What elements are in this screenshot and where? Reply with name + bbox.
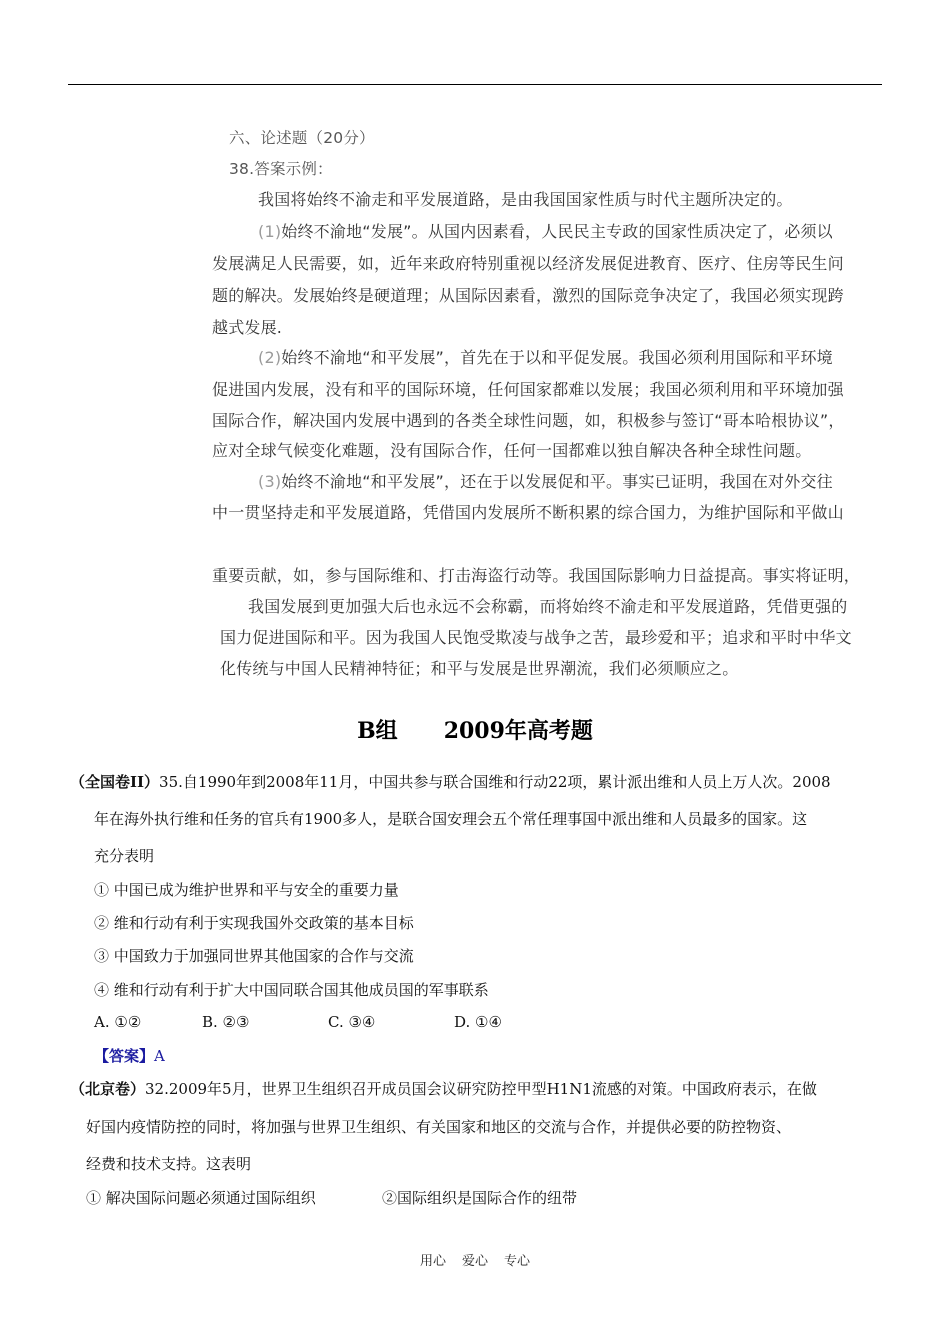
q35-statement-3: ③ 中国致力于加强同世界其他国家的合作与交流 [94, 947, 414, 965]
q35-option-d: D. ①④ [454, 1013, 502, 1031]
point-3-line-2: 中一贯坚持走和平发展道路，凭借国内发展所不断积累的综合国力，为维护国际和平做山 [212, 503, 844, 522]
point-1-text: 始终不渝地“发展”。从国内因素看，人民民主专政的国家性质决定了，必须以 [281, 222, 833, 241]
q35-source: （全国卷II） [70, 773, 160, 791]
q35-answer [94, 1045, 165, 1066]
q32-statement-1: ① 解决国际问题必须通过国际组织 [86, 1189, 316, 1207]
page-footer [0, 1250, 950, 1269]
point-3-line-4: 我国发展到更加强大后也永远不会称霸，而将始终不渝走和平发展道路，凭借更强的 [248, 597, 848, 616]
header-rule [68, 84, 882, 85]
q35-line-2: 年在海外执行维和任务的官兵有1900多人，是联合国安理会五个常任理事国中派出维和人员最多的国家。这 [94, 810, 808, 828]
q32-statements [86, 1187, 577, 1208]
point-3-line-3: 重要贡献，如，参与国际维和、打击海盗行动等。我国国际影响力日益提高。事实将证明， [212, 566, 861, 585]
q35-option-c: C. ③④ [328, 1013, 376, 1031]
q35-option-b: B. ②③ [202, 1013, 250, 1031]
q32-stem-start: 32.2009年5月，世界卫生组织召开成员国会议研究防控甲型H1N1流感的对策。中国政府表示，在做 [145, 1080, 817, 1098]
q35-statement-1: ① 中国已成为维护世界和平与安全的重要力量 [94, 881, 399, 899]
q35-options [94, 1013, 502, 1031]
point-2-line-1 [258, 345, 833, 368]
point-2-number: (2) [258, 348, 282, 367]
q35-stem-start: 35.自1990年到2008年11月，中国共参与联合国维和行动22项，累计派出维和人员上万人次。2008 [159, 773, 831, 791]
footer-word-2: 爱心 [461, 1254, 488, 1269]
group-heading [0, 714, 950, 745]
group-title: 2009年高考题 [443, 718, 593, 744]
q35-statement-4: ④ 维和行动有利于扩大中国同联合国其他成员国的军事联系 [94, 981, 489, 999]
point-2-text: 始终不渝地“和平发展”，首先在于以和平促发展。我国必须利用国际和平环境 [281, 348, 833, 367]
answer-label: 【答案】 [94, 1047, 155, 1065]
thesis-line: 我国将始终不渝走和平发展道路，是由我国国家性质与时代主题所决定的。 [258, 190, 793, 209]
point-3-line-5: 国力促进国际和平。因为我国人民饱受欺凌与战争之苦，最珍爱和平；追求和平时中华文 [220, 628, 852, 647]
q32-line-3: 经费和技术支持。这表明 [86, 1155, 252, 1173]
answer-intro: 38.答案示例： [229, 160, 333, 178]
q32-statement-2: ②国际组织是国际合作的纽带 [382, 1189, 578, 1207]
section-title: 六、论述题（20分） [229, 129, 375, 147]
point-3-line-1 [258, 469, 833, 492]
point-1-line-4: 越式发展. [212, 318, 283, 337]
point-2-line-4: 应对全球气候变化难题，没有国际合作，任何一国都难以独自解决各种全球性问题。 [212, 441, 812, 460]
q35-line-3: 充分表明 [94, 847, 155, 865]
point-2-line-2: 促进国内发展，没有和平的国际环境，任何国家都难以发展；我国必须利用和平环境加强 [212, 380, 844, 399]
q32-line-1 [70, 1078, 817, 1099]
point-1-line-1 [258, 219, 833, 242]
q35-option-a: A. ①② [94, 1013, 142, 1031]
footer-word-3: 专心 [504, 1254, 531, 1269]
answer-value: A [154, 1047, 165, 1065]
point-1-line-3: 题的解决。发展始终是硬道理；从国际因素看，激烈的国际竞争决定了，我国必须实现跨 [212, 286, 844, 305]
point-3-text: 始终不渝地“和平发展”，还在于以发展促和平。事实已证明，我国在对外交往 [281, 472, 833, 491]
point-1-number: (1) [258, 222, 282, 241]
point-3-line-6: 化传统与中国人民精神特征；和平与发展是世界潮流，我们必须顺应之。 [220, 659, 739, 678]
group-label: B组 [357, 718, 398, 744]
point-1-line-2: 发展满足人民需要，如，近年来政府特别重视以经济发展促进教育、医疗、住房等民生问 [212, 254, 844, 273]
q32-source: （北京卷） [70, 1080, 146, 1098]
q32-line-2: 好国内疫情防控的同时，将加强与世界卫生组织、有关国家和地区的交流与合作，并提供必要的防控物资、 [86, 1118, 792, 1136]
footer-word-1: 用心 [419, 1254, 446, 1269]
q35-statement-2: ② 维和行动有利于实现我国外交政策的基本目标 [94, 914, 414, 932]
point-3-number: (3) [258, 472, 282, 491]
point-2-line-3: 国际合作，解决国内发展中遇到的各类全球性问题，如，积极参与签订“哥本哈根协议”， [212, 411, 845, 430]
q35-line-1 [70, 771, 831, 792]
